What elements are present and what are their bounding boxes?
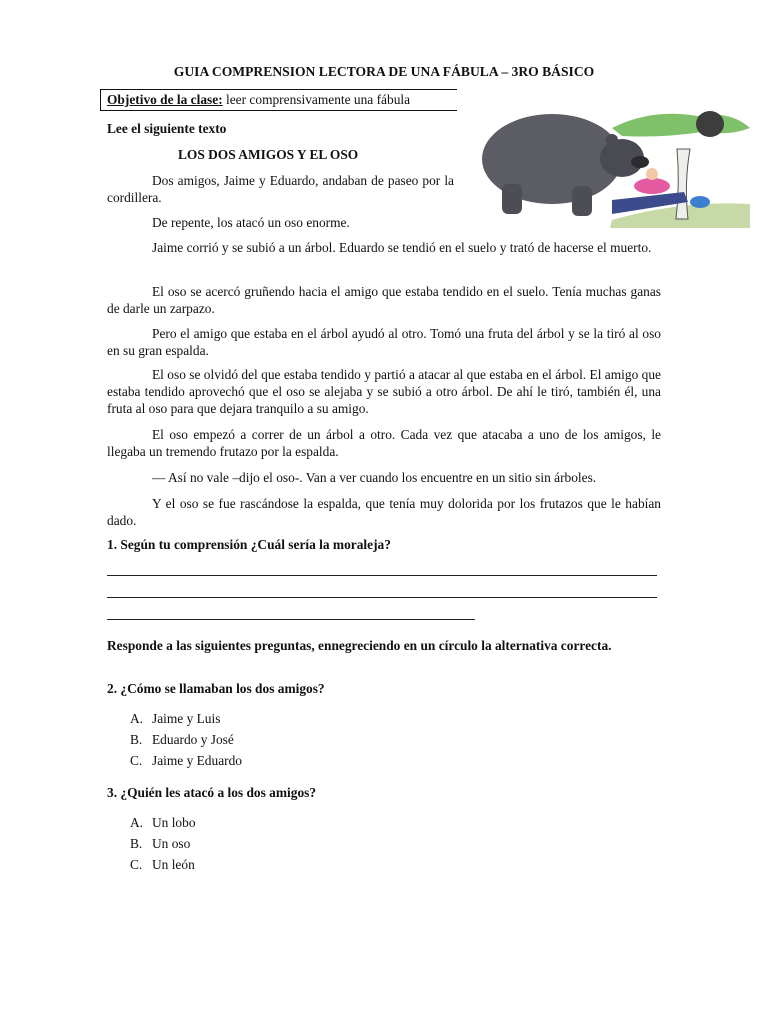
- story-paragraph: El oso se olvidó del que estaba tendido y partió a atacar al que estaba en el árbol. El amigo que estaba tendido aprovechó que el oso se alejaba y se subió a otro árbol. De ahí le tiró, también él, una fruta al oso para que dejara tranquilo a su amigo.: [107, 367, 661, 416]
- option-3b[interactable]: B. Un oso: [130, 836, 191, 851]
- story-paragraph: El oso empezó a correr de un árbol a otro. Cada vez que atacaba a uno de los amigos, le llegaba un tremendo frutazo por la espalda.: [107, 427, 661, 459]
- answer-line[interactable]: [107, 575, 657, 576]
- story-paragraph: Pero el amigo que estaba en el árbol ayudó al otro. Tomó una fruta del árbol y se la tiró al oso en su gran espalda.: [107, 326, 661, 358]
- lying-friend-shirt: [634, 178, 670, 194]
- bear-and-friends-illustration: [462, 104, 750, 228]
- story-paragraph: De repente, los atacó un oso enorme.: [152, 215, 350, 230]
- hat: [690, 196, 710, 208]
- story-title: LOS DOS AMIGOS Y EL OSO: [178, 147, 359, 162]
- section-instruction: Responde a las siguientes preguntas, ennegreciendo en un círculo la alternativa correcta.: [107, 638, 612, 653]
- answer-line[interactable]: [107, 597, 657, 598]
- tree-leaves: [612, 114, 750, 137]
- option-2a[interactable]: A. Jaime y Luis: [130, 711, 221, 726]
- story-paragraph: –– Así no vale –dijo el oso-. Van a ver cuando los encuentre en un sitio sin árboles.: [152, 470, 597, 485]
- objective: [107, 92, 410, 108]
- option-2c[interactable]: C. Jaime y Eduardo: [130, 753, 242, 768]
- bear-snout: [631, 156, 649, 168]
- instruction: Lee el siguiente texto: [107, 121, 227, 136]
- question-3: 3. ¿Quién les atacó a los dos amigos?: [107, 785, 317, 800]
- bear-leg: [502, 184, 522, 214]
- answer-line[interactable]: [107, 619, 475, 620]
- lying-friend-head: [646, 168, 658, 180]
- question-1: 1. Según tu comprensión ¿Cuál sería la moraleja?: [107, 537, 391, 552]
- story-paragraph: Jaime corrió y se subió a un árbol. Eduardo se tendió en el suelo y trató de hacerse el muerto.: [152, 240, 652, 255]
- option-3c[interactable]: C. Un león: [130, 857, 195, 872]
- objective-label: Objetivo de la clase:: [107, 92, 223, 107]
- bear-ear: [606, 134, 618, 146]
- objective-text: leer comprensivamente una fábula: [222, 92, 411, 107]
- option-3a[interactable]: A. Un lobo: [130, 815, 196, 830]
- option-2b[interactable]: B. Eduardo y José: [130, 732, 234, 747]
- friend-in-tree: [696, 111, 724, 137]
- story-paragraph: Dos amigos, Jaime y Eduardo, andaban de paseo por la cordillera.: [107, 173, 454, 205]
- bear-leg: [572, 186, 592, 216]
- story-paragraph: El oso se acercó gruñendo hacia el amigo que estaba tendido en el suelo. Tenía muchas ganas de darle un zarpazo.: [107, 284, 661, 316]
- page-title: GUIA COMPRENSION LECTORA DE UNA FÁBULA – 3RO BÁSICO: [173, 64, 595, 79]
- question-2: 2. ¿Cómo se llamaban los dos amigos?: [107, 681, 325, 696]
- story-paragraph: Y el oso se fue rascándose la espalda, que tenía muy dolorida por los frutazos que le habían dado.: [107, 496, 661, 528]
